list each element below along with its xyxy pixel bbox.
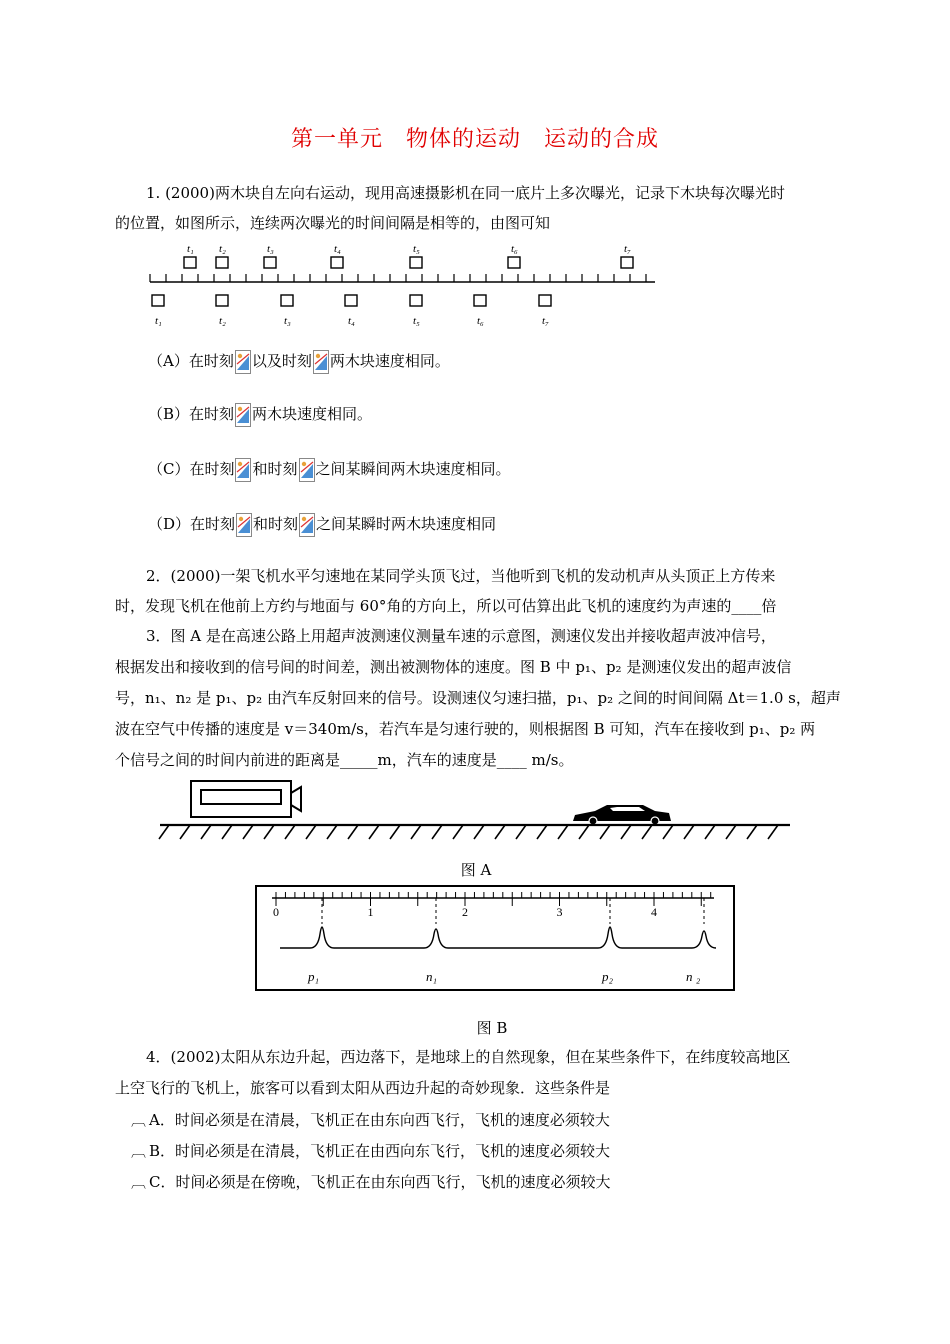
broken-image-icon [235,350,251,374]
upper-block [264,257,276,268]
answer-bracket-icon: ︹ [131,1173,147,1191]
answer-bracket-icon: ︹ [131,1111,147,1129]
figure-b-signal-trace [280,927,716,948]
q3-text-line-1: 3．图 A 是在高速公路上用超声波测速仪测量车速的示意图，测速仪发出并接收超声波冲信号， [146,627,776,645]
upper-block [331,257,343,268]
q4-text-line-2: 上空飞行的飞机上，旅客可以看到太阳从西边升起的奇妙现象．这些条件是 [115,1079,611,1097]
lower-time-label: t₂ [219,315,226,327]
lower-time-label: t₇ [542,315,549,327]
q1-option-d-part1: （D）在时刻 [148,515,236,533]
upper-block [184,257,196,268]
q1-option-d-part3: 之间某瞬时两木块速度相同 [316,515,497,533]
q1-text-line-1: 1. (2000)两木块自左向右运动，现用高速摄影机在同一底片上多次曝光，记录下木块每次曝光时 [146,184,785,202]
upper-block [508,257,520,268]
q4-option-a-text: A．时间必须是在清晨，飞机正在由东向西飞行，飞机的速度必须较大 [149,1111,610,1129]
q4-option-c-text: C．时间必须是在傍晚，飞机正在由东向西飞行，飞机的速度必须较大 [149,1173,611,1191]
upper-block [621,257,633,268]
q1-option-a-part1: （A）在时刻 [148,352,234,370]
lower-block [152,295,164,306]
upper-time-label: t₃ [267,243,274,255]
upper-block [216,257,228,268]
q3-text-line-4: 波在空气中传播的速度是 v＝340m/s，若汽车是匀速行驶的，则根据图 B 可知，汽车在接收到 p₁、p₂ 两 [115,720,816,738]
lower-block [410,295,422,306]
q1-option-d-part2: 和时刻 [253,515,299,533]
pulse-label: n₁ [426,969,438,984]
q1-option-a-part3: 两木块速度相同。 [329,352,450,370]
pulse-label: p₁ [308,969,320,984]
upper-time-label: t₅ [413,243,420,255]
q3-figure-b-caption: 图 B [476,1019,508,1037]
lower-time-label: t₅ [413,315,420,327]
lower-time-label: t₃ [284,315,291,327]
scale-label: 3 [556,905,563,919]
lower-block [474,295,486,306]
q3-text-line-5: 个信号之间的时间内前进的距离是_____m，汽车的速度是____ m/s。 [115,751,574,769]
lower-block [539,295,551,306]
ground-hatching [159,825,778,839]
q3-text-line-3: 号，n₁、n₂ 是 p₁、p₂ 由汽车反射回来的信号。设测速仪匀速扫描，p₁、p₂ 之间的时间间隔 Δt＝1.0 s，超声 [115,689,841,707]
q4-option-b [131,1141,610,1161]
broken-image-icon [313,350,329,374]
q4-option-a [131,1110,610,1130]
q1-option-a [148,350,450,374]
q1-option-b [148,403,372,427]
q4-text-line-1: 4．(2002)太阳从东边升起，西边落下，是地球上的自然现象，但在某些条件下，在纬度较高地区 [146,1048,791,1066]
page-title: 第一单元 物体的运动 运动的合成 [290,127,659,152]
speed-gun-icon [191,781,301,817]
broken-image-icon [235,403,251,427]
q1-option-c [148,458,511,482]
answer-bracket-icon: ︹ [131,1142,147,1160]
lower-block [281,295,293,306]
q1-option-d [148,513,496,537]
lower-time-label: t₁ [155,315,162,327]
car-icon [573,805,671,825]
broken-image-icon [299,513,315,537]
figure-b-frame [256,886,734,990]
q1-text-line-2: 的位置，如图所示，连续两次曝光的时间间隔是相等的，由图可知 [115,214,551,232]
upper-time-label: t₂ [219,243,226,255]
q1-option-a-part2: 以及时刻 [251,352,312,370]
pulse-label: p₂ [602,969,614,984]
upper-time-label: t₁ [187,243,194,255]
upper-block [410,257,422,268]
broken-image-icon [235,458,251,482]
q3-figure-a-caption: 图 A [460,861,492,879]
lower-time-label: t₆ [477,315,484,327]
q4-option-b-text: B．时间必须是在清晨，飞机正在由西向东飞行，飞机的速度必须较大 [149,1142,611,1160]
upper-time-label: t₆ [511,243,518,255]
q2-text-line-2: 时，发现飞机在他前上方约与地面与 60°角的方向上，所以可估算出此飞机的速度约为声速的____倍 [115,597,777,615]
q1-exposure-figure [140,232,670,332]
upper-time-label: t₇ [624,243,631,255]
scale-label: 1 [367,905,374,919]
q2-text-line-1: 2．(2000)一架飞机水平匀速地在某同学头顶飞过，当他听到飞机的发动机声从头顶正上方传来 [146,567,776,585]
lower-block [345,295,357,306]
q1-option-c-part3: 之间某瞬间两木块速度相同。 [315,460,511,478]
q1-option-c-part1: （C）在时刻 [148,460,235,478]
upper-time-label: t₄ [334,243,341,255]
lower-block [216,295,228,306]
q3-figure-b [252,884,742,994]
lower-time-label: t₄ [348,315,355,327]
q3-text-line-2: 根据发出和接收到的信号间的时间差，测出被测物体的速度。图 B 中 p₁、p₂ 是测速仪发出的超声波信 [115,658,792,676]
q1-option-c-part2: 和时刻 [252,460,298,478]
q3-figure-a [155,775,795,850]
q4-option-c [131,1172,610,1192]
q1-option-b-part1: （B）在时刻 [148,405,235,423]
scale-label: 2 [462,905,468,919]
broken-image-icon [299,458,315,482]
scale-label: 0 [273,905,279,919]
pulse-label: n ₂ [686,969,701,984]
scale-label: 4 [651,905,657,919]
q1-option-b-part2: 两木块速度相同。 [252,405,373,423]
broken-image-icon [236,513,252,537]
